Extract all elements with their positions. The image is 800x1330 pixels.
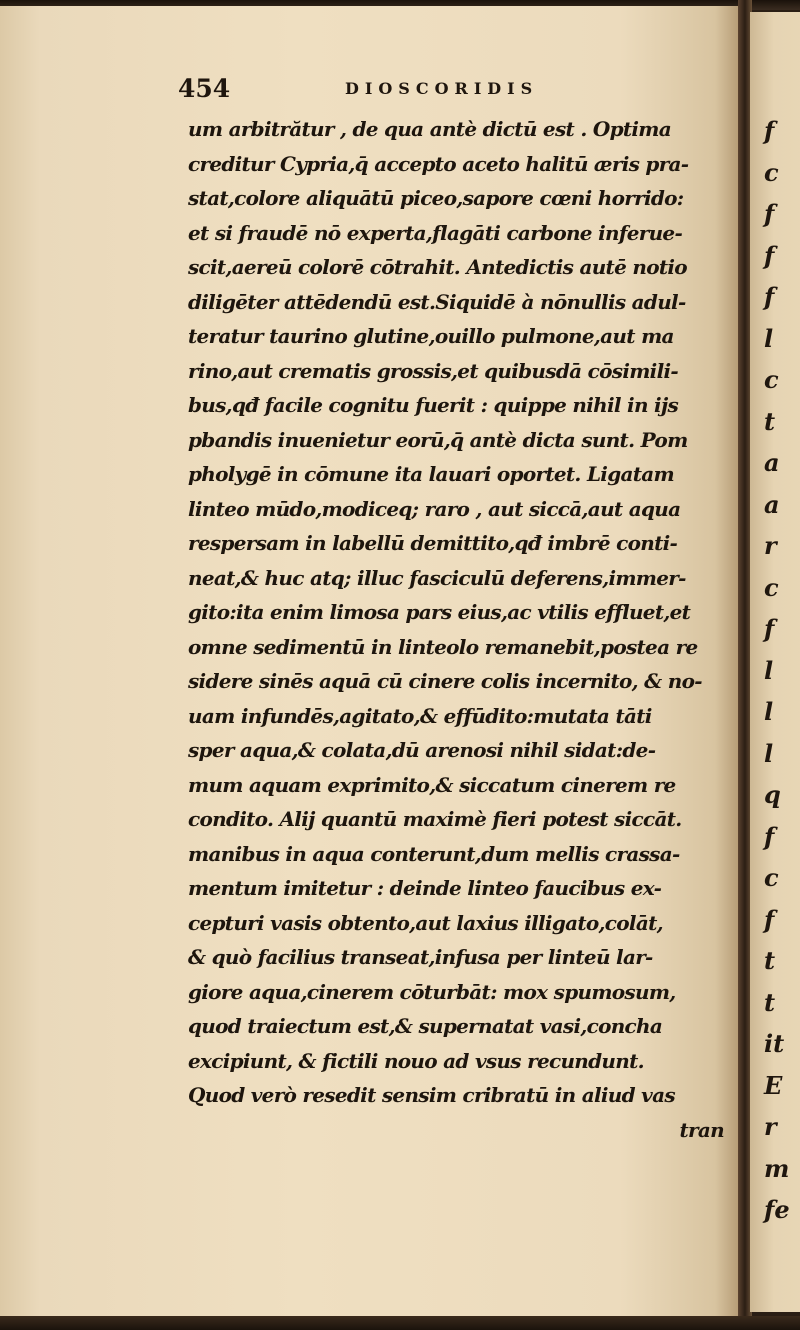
running-head: DIOSCORIDIS <box>345 79 539 98</box>
text-line: mentum imitetur : deinde linteo faucibus ex- <box>188 876 662 900</box>
facing-page-fragment: c <box>764 863 779 892</box>
text-line: uam infundēs,agitato,& effūdito:mutata tāti <box>188 703 652 728</box>
bottom-edge <box>0 1316 800 1330</box>
facing-page-fragment: a <box>764 448 780 477</box>
text-line: um arbitrătur , de qua antè dictū est . Optima <box>188 117 672 141</box>
text-line: bus,qđ facile cognitu fuerit : quippe nihil in ijs <box>188 393 679 417</box>
catchword: tran <box>679 1117 724 1142</box>
facing-page-fragment: c <box>764 365 779 394</box>
facing-page-fragment: l <box>764 323 774 353</box>
facing-page-fragment: q <box>764 780 781 809</box>
text-line: mum aquam exprimito,& siccatum cinerem re <box>188 772 676 797</box>
facing-page-fragment: it <box>764 1029 785 1058</box>
facing-page-fragment: E <box>764 1070 783 1100</box>
text-line: stat,colore aliquātū piceo,sapore cœni horrido: <box>188 186 684 210</box>
facing-page-fragment: f <box>764 240 775 270</box>
text-line: sidere sinēs aquā cū cinere colis incernito, & no- <box>188 669 702 693</box>
facing-page-fragment: f <box>764 199 775 228</box>
facing-page-fragment: f <box>764 282 775 311</box>
page-number: 454 <box>178 74 231 103</box>
text-line: et si fraudē nō experta,flagāti carbone inferue- <box>188 220 683 245</box>
book-page <box>0 6 741 1316</box>
text-line: quod traiectum est,& supernatat vasi,concha <box>188 1014 663 1038</box>
text-line: teratur taurino glutine,ouillo pulmone,aut ma <box>188 324 674 348</box>
facing-page-fragment: t <box>764 946 776 975</box>
text-line: diligēter attēdendū est.Siquidē à nōnullis adul- <box>188 289 686 314</box>
facing-page-fragment: f <box>764 614 775 643</box>
facing-page-fragment: a <box>764 489 780 519</box>
facing-page-fragment: t <box>764 987 776 1017</box>
text-line: rino,aut crematis grossis,et quibusdā cōsimili- <box>188 358 678 383</box>
facing-page-fragment: l <box>764 655 774 685</box>
text-line: linteo mūdo,modiceq; raro , aut siccā,aut aqua <box>188 496 681 521</box>
text-line: respersam in labellū demittito,qđ imbrē conti- <box>188 531 678 555</box>
facing-page-fragment: fe <box>764 1195 790 1224</box>
text-line: excipiunt, & fictili nouo ad vsus recundunt. <box>188 1048 644 1073</box>
text-line: giore aqua,cinerem cōturbāt: mox spumosum, <box>188 979 676 1004</box>
facing-page-fragment: c <box>764 572 779 602</box>
page-header <box>178 74 718 104</box>
text-line: Quod verò resedit sensim cribratū in aliud vas <box>188 1083 675 1107</box>
text-line: pbandis inuenietur eorū,q̄ antè dicta sunt. Pom <box>188 427 688 452</box>
facing-page-fragment: c <box>764 157 779 187</box>
text-line: omne sedimentū in linteolo remanebit,postea re <box>188 634 698 659</box>
text-line: & quò facilius transeat,infusa per linteū lar- <box>188 945 653 969</box>
text-line: gito:ita enim limosa pars eius,ac vtilis effluet,et <box>188 600 691 624</box>
text-line: cepturi vasis obtento,aut laxius illigato,colāt, <box>188 910 663 935</box>
facing-page-fragment: f <box>764 821 775 851</box>
facing-page-fragment: f <box>764 904 775 934</box>
facing-page-fragment: l <box>764 738 774 768</box>
text-line: condito. Alij quantū maximè fieri potest siccāt. <box>188 807 682 831</box>
text-line: sper aqua,& colata,dū arenosi nihil sidat:de- <box>188 738 656 762</box>
facing-page-edge <box>750 12 800 1312</box>
facing-page-fragment: f <box>764 116 775 145</box>
facing-page-fragment: r <box>764 1112 777 1141</box>
body-text <box>188 112 724 1147</box>
facing-page-fragment: l <box>764 697 774 726</box>
text-line: neat,& huc atq; illuc fasciculū deferens,immer- <box>188 565 686 590</box>
text-line: scit,aereū colorē cōtrahit. Antedictis autē notio <box>188 255 687 279</box>
facing-page-fragment: t <box>764 406 776 436</box>
text-line: creditur Cypria,q̄ accepto aceto halitū æris pra- <box>188 151 689 176</box>
facing-page-fragment: r <box>764 531 777 560</box>
text-line: pholygē in cōmune ita lauari oportet. Ligatam <box>188 462 675 486</box>
facing-page-fragment: m <box>764 1153 790 1183</box>
text-line: manibus in aqua conterunt,dum mellis crassa- <box>188 841 680 866</box>
